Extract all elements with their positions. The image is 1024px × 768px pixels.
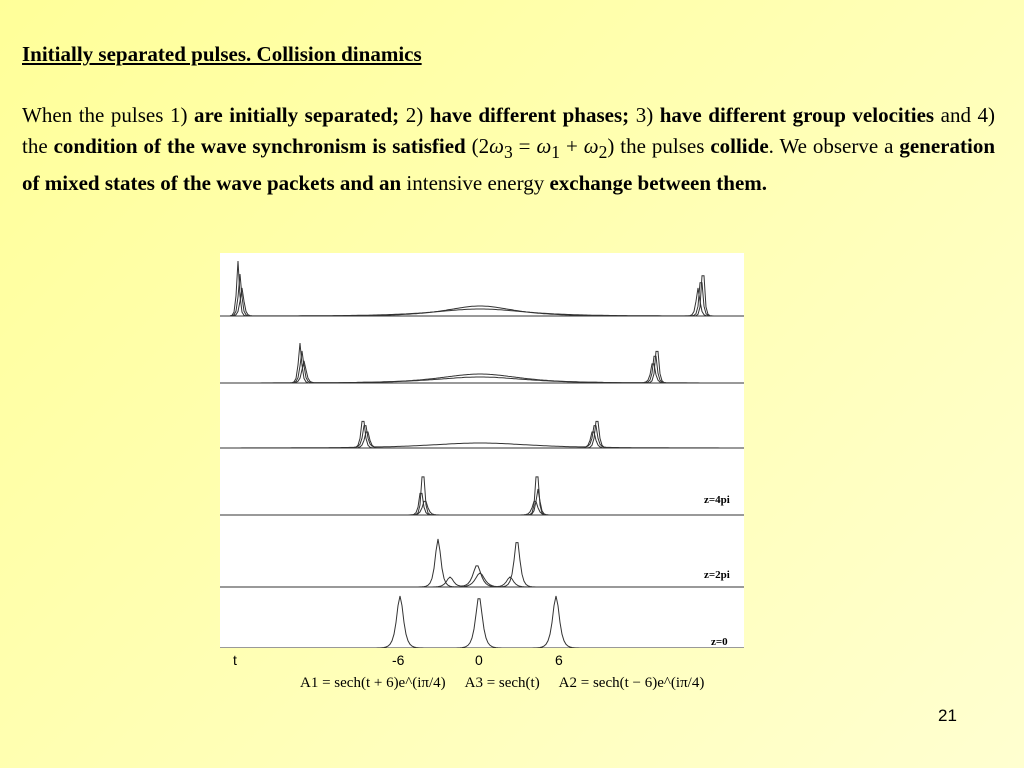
initial-conditions-formula xyxy=(300,675,720,692)
pulse-collision-figure xyxy=(220,253,744,648)
z-label: z=0 xyxy=(711,636,728,648)
formula-a3: A3 = sech(t) xyxy=(464,675,540,691)
pulse-curve xyxy=(220,261,744,316)
text-run: 3) xyxy=(629,103,660,127)
pulse-curve xyxy=(220,566,744,587)
bold-run: have different group velocities xyxy=(659,103,935,127)
bold-run: generation of mixed states of the wave packets and an xyxy=(22,134,996,196)
formula-a1: A1 = sech(t + 6)e^(iπ/4) xyxy=(300,675,446,691)
x-tick-label: -6 xyxy=(392,652,405,668)
text-run: 2) xyxy=(399,103,430,127)
x-axis-label: t xyxy=(233,652,237,668)
waveform-plot xyxy=(220,253,744,648)
subscript: 3 xyxy=(503,142,513,163)
x-tick-label: 0 xyxy=(475,652,483,668)
text-run: = xyxy=(512,134,537,158)
pulse-curve xyxy=(220,489,744,515)
subscript: 1 xyxy=(551,142,561,163)
formula-a2: A2 = sech(t − 6)e^(iπ/4) xyxy=(558,675,705,691)
pulse-curve xyxy=(220,432,744,448)
omega-symbol: ω xyxy=(536,134,552,158)
bold-run: collide xyxy=(710,134,769,158)
text-run: and 4) the xyxy=(22,103,995,158)
z-label: z=2pi xyxy=(704,569,730,581)
body-paragraph xyxy=(22,100,995,199)
bold-run: are initially separated; xyxy=(193,103,400,127)
pulse-curve xyxy=(220,426,744,448)
pulse-curve xyxy=(220,477,744,515)
pulse-curve xyxy=(220,596,744,648)
x-tick-label: 6 xyxy=(555,652,563,668)
text-run: When the pulses 1) xyxy=(22,103,194,127)
omega-symbol: ω xyxy=(583,134,599,158)
subscript: 2 xyxy=(598,142,608,163)
text-run: intensive energy xyxy=(401,171,550,196)
text-run: ) the pulses xyxy=(607,134,711,158)
pulse-curve xyxy=(220,501,744,515)
pulse-curve xyxy=(220,539,744,587)
page-number: 21 xyxy=(938,706,957,725)
text-run: . We observe a xyxy=(768,134,900,158)
text-run: + xyxy=(560,134,584,158)
pulse-curve xyxy=(220,274,744,316)
bold-run: have different phases; xyxy=(429,103,630,127)
omega-symbol: ω xyxy=(489,134,504,158)
slide-title: Initially separated pulses. Collision dinamics xyxy=(22,42,422,66)
bold-run: condition of the wave synchronism is satisfied xyxy=(53,134,466,158)
text-run: (2 xyxy=(465,134,490,158)
pulse-curve xyxy=(220,421,744,448)
z-label: z=4pi xyxy=(704,494,730,506)
pulse-curve xyxy=(220,288,744,316)
bold-run: exchange between them. xyxy=(549,171,768,196)
pulse-curve xyxy=(220,573,744,587)
